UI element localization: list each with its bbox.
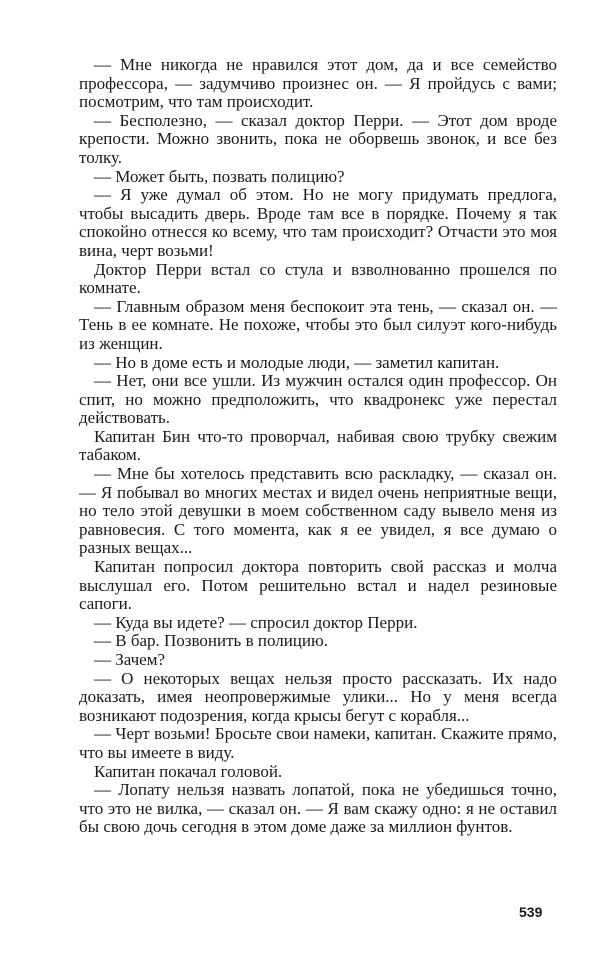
- paragraph: — Я уже думал об этом. Но не могу придумать предлога, чтобы высадить дверь. Вроде там все в порядке. Почему я так спокойно отнесся ко всему, что там происходит? Отчасти это моя вина, черт возьми!: [79, 185, 557, 260]
- paragraph: — Мне никогда не нравился этот дом, да и все семейство профессора, — задумчиво произнес он. — Я пройдусь с вами; посмотрим, что там происходит.: [79, 55, 557, 112]
- page-number: 539: [519, 904, 543, 920]
- paragraph: — Зачем?: [94, 650, 166, 669]
- paragraph: Капитан попросил доктора повторить свой рассказ и молча выслушал его. Потом решительно встал и надел резиновые сапоги.: [79, 557, 557, 614]
- paragraph: Капитан Бин что-то проворчал, набивая свою трубку свежим табаком.: [79, 426, 557, 465]
- paragraph: — О некоторых вещах нельзя просто рассказать. Их надо доказать, имея неопровержимые улики... Но у меня всегда возникают подозрения, когда крысы бегут с корабля...: [79, 668, 557, 725]
- paragraph: — Куда вы идете? — спросил доктор Перри.: [94, 612, 418, 632]
- paragraph: Капитан покачал головой.: [94, 761, 283, 781]
- paragraph: — Но в доме есть и молодые люди, — заметил капитан.: [94, 352, 500, 372]
- paragraph: — Может быть, позвать полицию?: [94, 166, 345, 186]
- paragraph: Доктор Перри встал со стула и взволнованно прошелся по комнате.: [79, 259, 557, 298]
- paragraph: — Черт возьми! Бросьте свои намеки, капитан. Скажите прямо, что вы имеете в виду.: [79, 724, 557, 762]
- paragraph: — Бесполезно, — сказал доктор Перри. — Этот дом вроде крепости. Можно звонить, пока не оборвешь звонок, и все без толку.: [79, 110, 557, 167]
- paragraph: — Нет, они все ушли. Из мужчин остался один профессор. Он спит, но можно предположить, что квадронекс уже перестал действовать.: [79, 371, 557, 428]
- paragraph: — В бар. Позвонить в полицию.: [94, 631, 328, 651]
- paragraph: — Лопату нельзя назвать лопатой, пока не убедишься точно, что это не вилка, — сказал он. — Я вам скажу одно: я не оставил бы свою дочь сегодня в этом доме даже за миллион фунтов.: [79, 780, 557, 837]
- paragraph: — Мне бы хотелось представить всю раскладку, — сказал он. — Я побывал во многих местах и видел очень неприятные вещи, но тело этой девушки в моем собственном саду вывело меня из равновесия. С того момента, как я ее увидел, я все думаю о разных вещах...: [79, 464, 557, 558]
- paragraph: — Главным образом меня беспокоит эта тень, — сказал он. — Тень в ее комнате. Не похоже, чтобы это был силуэт кого-нибудь из женщин.: [79, 296, 557, 353]
- body-text: [79, 56, 557, 837]
